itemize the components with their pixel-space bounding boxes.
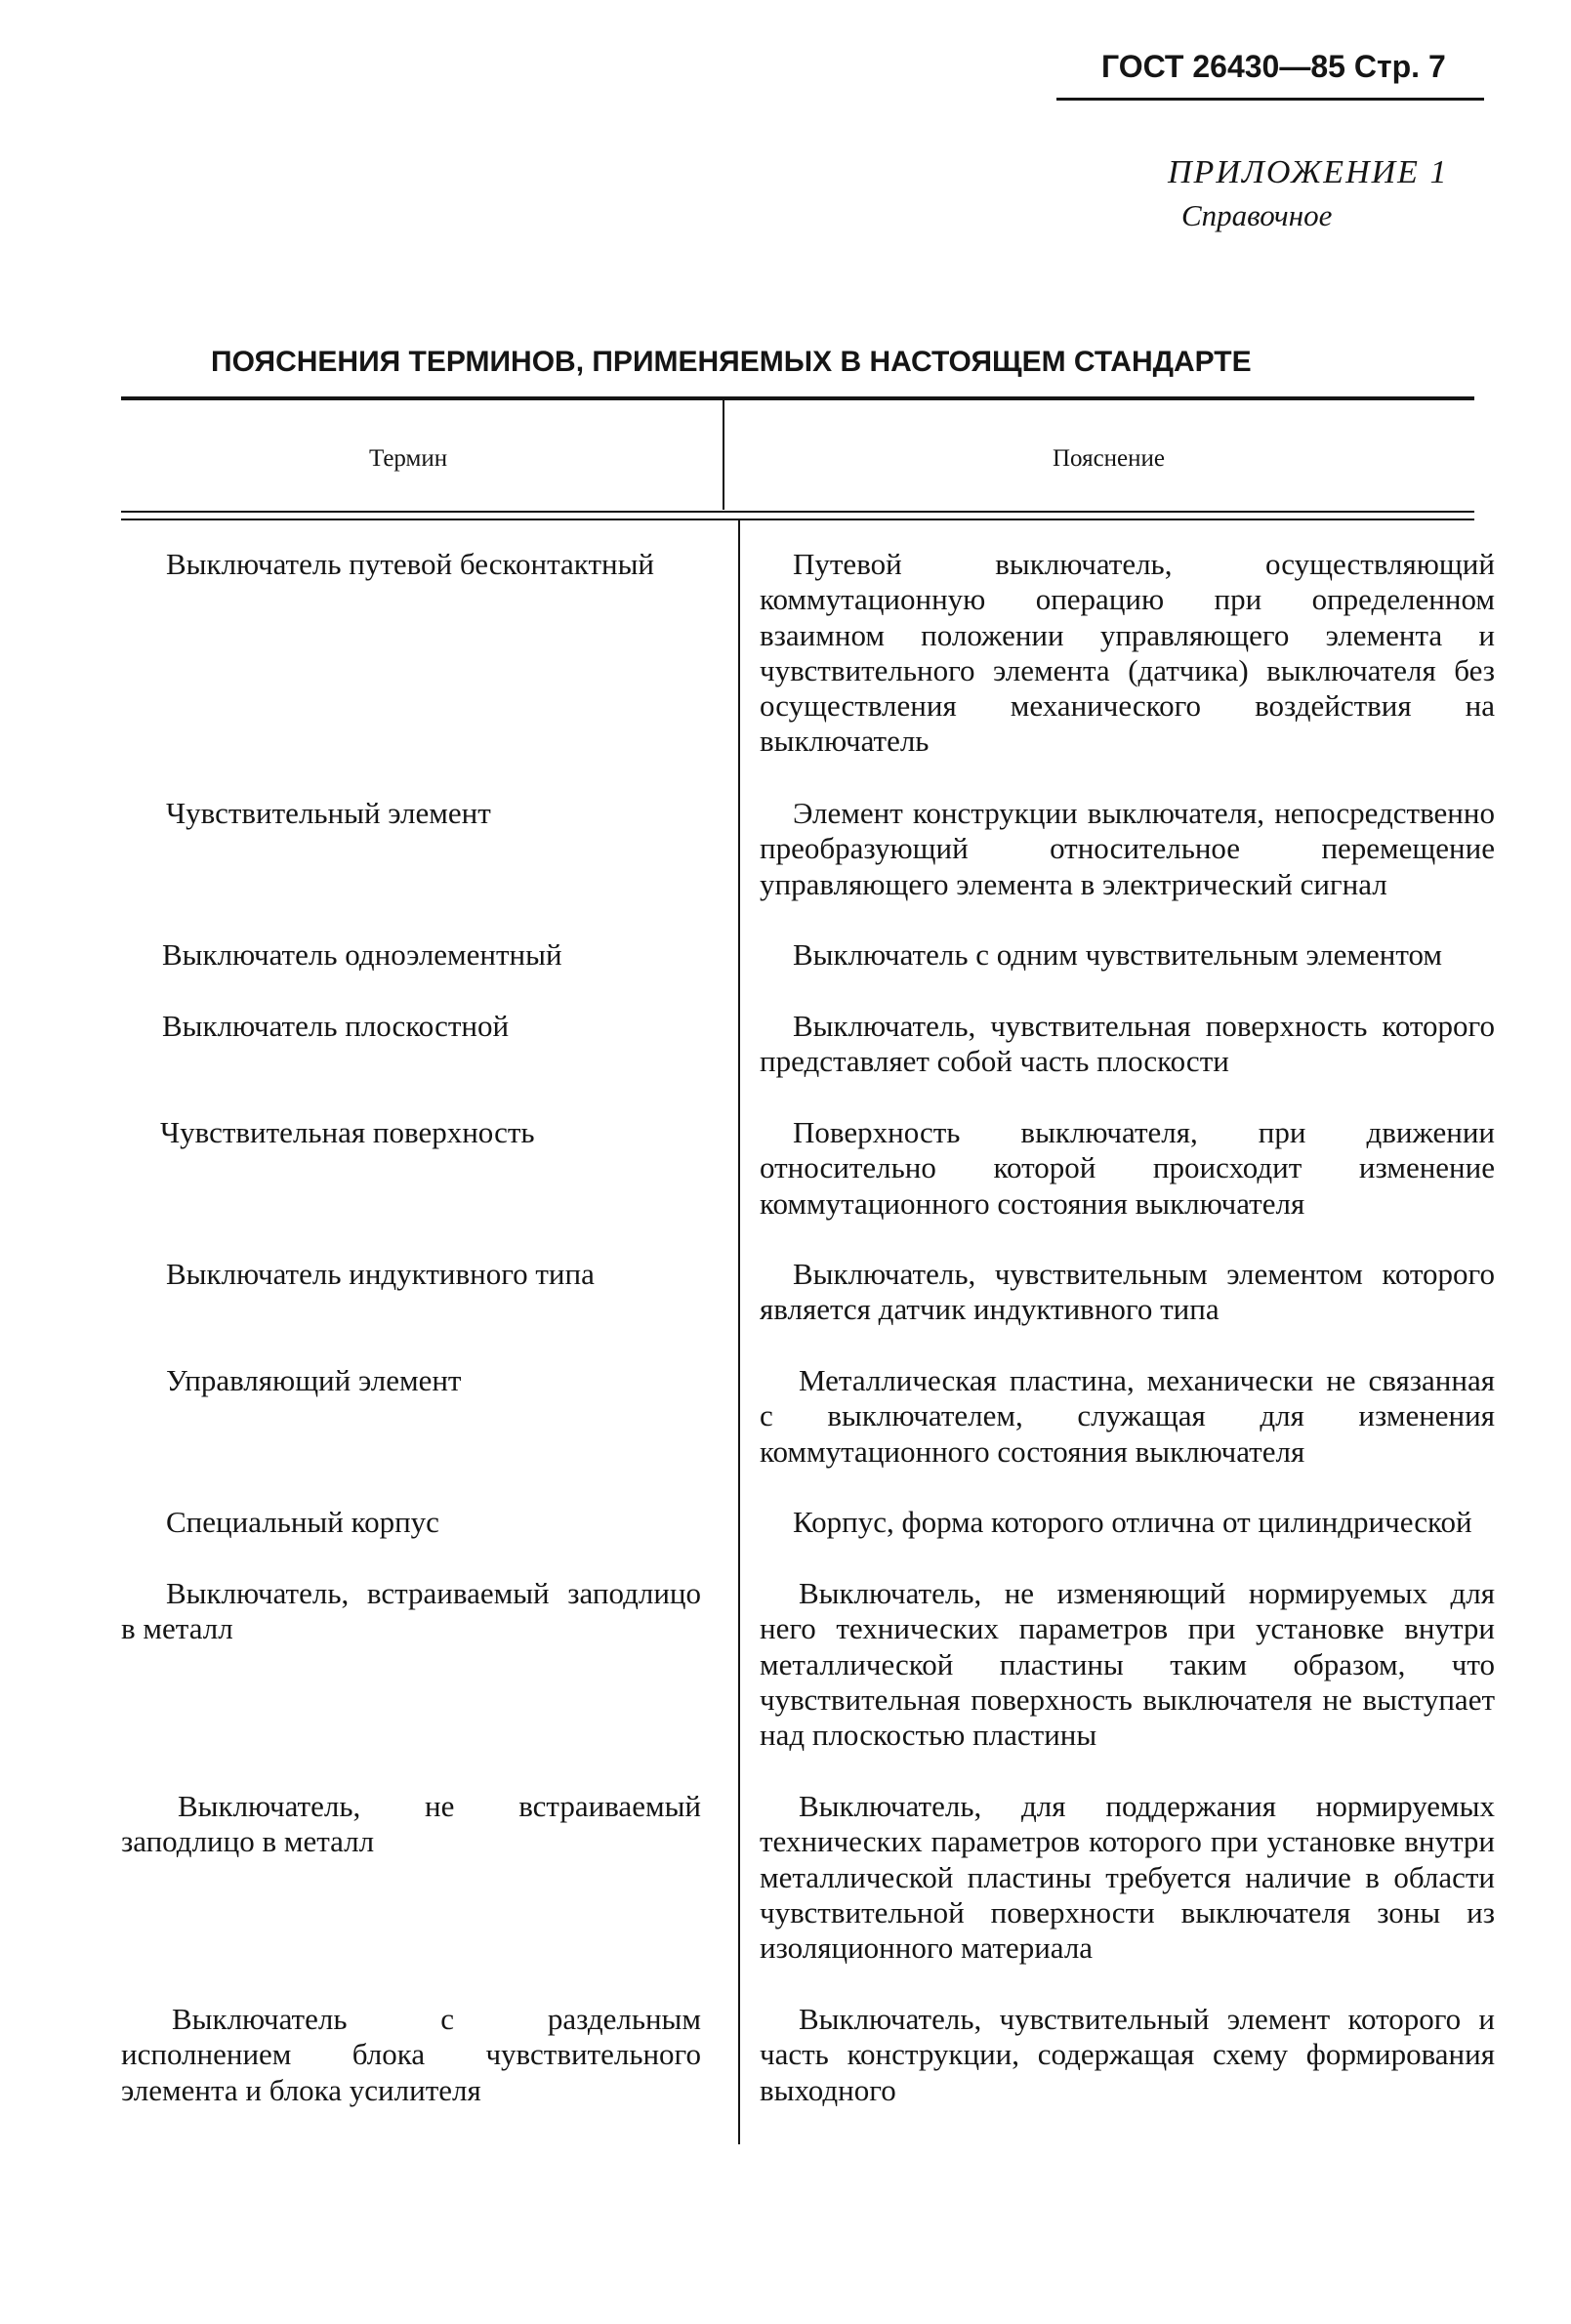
explanation-cell: Выключатель, не изменяющий нормируемых для него технических параметров при установке внутри металлической пластины таким образом, что чувствительная поверхность выключателя не выступает над плоскостью пластины xyxy=(760,1576,1495,1753)
table-top-rule xyxy=(121,396,1474,400)
appendix-title: ПРИЛОЖЕНИЕ 1 xyxy=(1168,154,1449,190)
body-column-divider xyxy=(738,519,740,2144)
column-header-explanation: Пояснение xyxy=(1053,445,1166,472)
term-cell: Чувствительная поверхность xyxy=(160,1115,535,1149)
explanation-cell: Выключатель, чувствительным элементом которого является датчик индуктивного типа xyxy=(760,1257,1495,1327)
term-cell: Выключатель путевой бесконтактный xyxy=(166,547,655,581)
explanation-cell: Выключатель, для поддержания нормируемых технических параметров которого при установке внутри металлической пластины требуется наличие в области чувствительной поверхности выключателя зоны из изоляционного материала xyxy=(760,1789,1495,1966)
explanation-cell: Элемент конструкции выключателя, непосредственно преобразующий относительное перемещение управляющего элемента в электрический сигнал xyxy=(760,796,1495,901)
header-column-divider xyxy=(723,400,724,510)
term-cell: Чувствительный элемент xyxy=(166,796,491,830)
term-cell: Управляющий элемент xyxy=(166,1363,462,1397)
explanation-cell: Выключатель, чувствительная поверхность которого представляет собой часть плоскости xyxy=(760,1009,1495,1079)
term-cell: Выключатель с раздельным исполнением блока чувствительного элемента и блока усилителя xyxy=(121,2002,701,2107)
term-cell: Выключатель, встраиваемый заподлицо в металл xyxy=(121,1576,701,1646)
term-cell: Выключатель индуктивного типа xyxy=(166,1257,595,1291)
term-cell: Выключатель плоскостной xyxy=(162,1009,510,1043)
explanation-cell: Путевой выключатель, осуществляющий коммутационную операцию при определенном взаимном положении управляющего элемента и чувствительного элемента (датчика) выключателя без осуществления механического воздействия на выключатель xyxy=(760,547,1495,759)
table-title: ПОЯСНЕНИЯ ТЕРМИНОВ, ПРИМЕНЯЕМЫХ В НАСТОЯЩЕМ СТАНДАРТЕ xyxy=(211,346,1252,378)
header-rule xyxy=(1056,98,1484,101)
standard-reference: ГОСТ 26430—85 Стр. 7 xyxy=(1101,49,1446,84)
explanation-cell: Выключатель с одним чувствительным элементом xyxy=(793,937,1443,972)
header-bottom-rule-double xyxy=(121,519,1474,520)
appendix-subtitle: Справочное xyxy=(1181,198,1333,232)
explanation-cell: Корпус, форма которого отлична от цилиндрической xyxy=(793,1505,1472,1539)
term-cell: Выключатель, не встраиваемый заподлицо в металл xyxy=(121,1789,701,1859)
explanation-cell: Поверхность выключателя, при движении относительно которой происходит изменение коммутационного состояния выключателя xyxy=(760,1115,1495,1221)
term-cell: Специальный корпус xyxy=(166,1505,439,1539)
explanation-cell: Выключатель, чувствительный элемент которого и часть конструкции, содержащая схему формирования выходного xyxy=(760,2002,1495,2107)
header-bottom-rule xyxy=(121,511,1474,513)
explanation-cell: Металлическая пластина, механически не связанная с выключателем, служащая для изменения коммутационного состояния выключателя xyxy=(760,1363,1495,1469)
column-header-term: Термин xyxy=(369,445,448,472)
term-cell: Выключатель одноэлементный xyxy=(162,937,562,972)
